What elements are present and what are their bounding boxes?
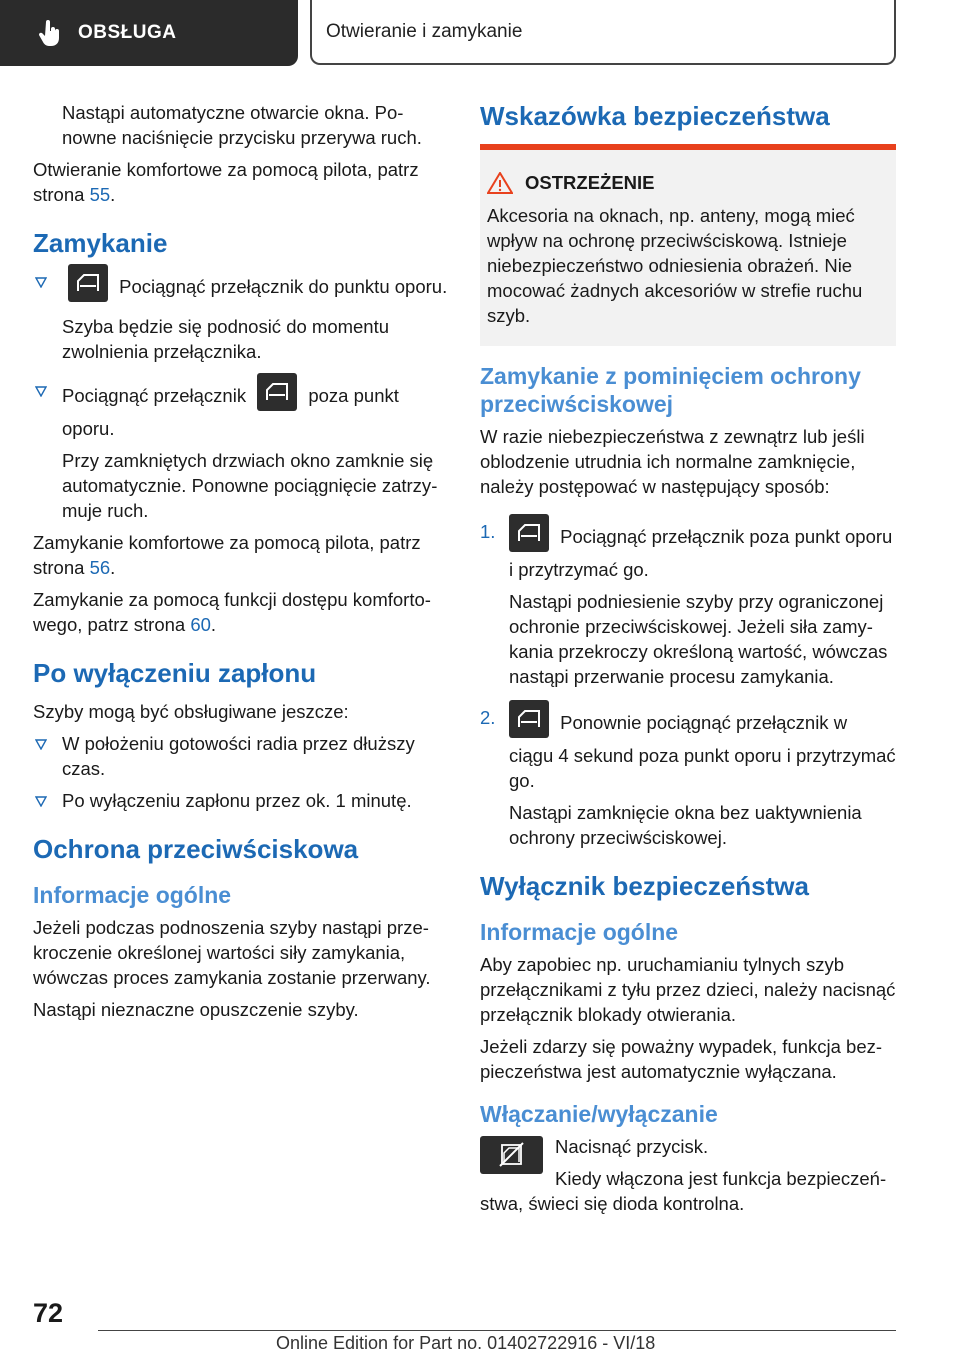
info-paragraph: Nastąpi nieznaczne opuszczenie szyby.: [33, 999, 359, 1020]
list-item: [33, 731, 451, 781]
edition-footer: Online Edition for Part no. 01402722916 - VI/18: [276, 1333, 656, 1353]
comfort-open-text: Otwieranie komfortowe za pomocą pilota, patrz strona: [33, 159, 419, 205]
bullet-text-end: poza punkt oporu.: [62, 384, 399, 439]
intro-paragraph: Nastąpi automatyczne otwarcie okna. Ponowne naciśnięcie przycisku przerywa ruch.: [62, 102, 422, 148]
triangle-bullet-icon: [35, 277, 47, 288]
page-link-55[interactable]: 55: [89, 184, 111, 205]
comfort-access-paragraph: [33, 587, 451, 637]
press-text: Nacisnąć przycisk.: [555, 1136, 709, 1157]
section-tab: [0, 0, 298, 66]
warning-title-text: OSTRZEŻENIE: [525, 172, 655, 193]
item-text: Ponownie pociągnąć przełącznik w ciągu 4 sekund poza punkt oporu i przytrzymać go.: [509, 711, 896, 791]
triangle-bullet-icon: [35, 796, 47, 807]
safety-switch-block: [480, 1134, 896, 1216]
warning-triangle-icon: [487, 172, 513, 194]
heading-wylacznik: Wyłącznik bezpieczeństwa: [480, 871, 809, 901]
heading-wskazowka: Wskazówka bezpieczeństwa: [480, 101, 830, 131]
triangle-bullet-icon: [35, 386, 47, 397]
period: .: [110, 184, 116, 205]
led-text: Kiedy włączona jest funkcja bezpieczeństwa, świeci się dioda kontrolna.: [480, 1168, 887, 1214]
list-item: [480, 519, 896, 689]
bullet-text: Pociągnąć przełącznik: [62, 384, 252, 406]
comfort-open-paragraph: [33, 157, 451, 207]
bullet-text: W położeniu gotowości radia przez dłuższy czas.: [62, 733, 415, 779]
list-item: [33, 788, 451, 813]
list-item: [33, 269, 451, 364]
bullet-text: Pociągnąć przełącznik do punktu oporu.: [114, 275, 448, 297]
page-number: 72: [33, 1298, 64, 1328]
heading-zamykanie: Zamykanie: [33, 228, 168, 258]
window-switch-icon: [68, 264, 108, 302]
left-column: [33, 100, 451, 1029]
bullet-subtext: Przy zamkniętych drzwiach okno zamknie się automatycznie. Ponowne pociągnięcie zatrzymuje ruch.: [62, 450, 438, 521]
list-item: [480, 705, 896, 850]
footer-divider: [98, 1330, 896, 1331]
period: .: [210, 614, 217, 635]
subheading-informacje: Informacje ogólne: [480, 919, 679, 945]
item-text: Pociągnąć przełącznik poza punkt oporu i przytrzymać go.: [509, 525, 893, 580]
page-link-60[interactable]: 60: [190, 614, 211, 635]
warning-text: Akcesoria na oknach, np. anteny, mogą mieć wpływ na ochronę przeciwściskową. Istnieje niebezpieczeństwo odniesienia obrażeń. Nie mocować żadnych akcesoriów w strefie ruchu szyb.: [487, 205, 863, 326]
info-paragraph: Aby zapobiec np. uruchamianiu tylnych szyb przełącznikami z tyłu przez dzieci, należy nacisnąć przełącznik blokady otwierania.: [480, 954, 896, 1025]
page-link-56[interactable]: 56: [89, 557, 111, 578]
item-number: 1.: [480, 521, 496, 542]
triangle-bullet-icon: [35, 739, 47, 750]
period: .: [110, 557, 116, 578]
subheading-informacje: Informacje ogólne: [33, 882, 232, 908]
right-column: [480, 100, 896, 1223]
window-switch-icon: [257, 373, 297, 411]
bullet-subtext: Szyba będzie się podnosić do momentu zwolnienia przełącznika.: [62, 316, 390, 362]
window-switch-icon: [509, 514, 549, 552]
window-lock-button-icon: [480, 1136, 543, 1174]
comfort-close-text: Zamykanie komfortowe za pomocą pilota, patrz strona: [33, 532, 421, 578]
item-subtext: Nastąpi zamknięcie okna bez uaktywnienia ochrony przeciwściskowej.: [509, 802, 862, 848]
warning-title: [487, 170, 888, 195]
item-number: 2.: [480, 707, 496, 728]
section-label: OBSŁUGA: [78, 22, 177, 43]
heading-po-wylaczeniu: Po wyłączeniu zapłonu: [33, 658, 317, 688]
list-item: [33, 378, 451, 523]
warning-box: [480, 144, 896, 346]
item-subtext: Nastąpi podniesienie szyby przy ograniczonej ochronie przeciwściskowej. Jeżeli siła zamykania przekroczy określoną wartość, wówczas nastąpi przerwanie procesu zamykania.: [509, 591, 888, 687]
window-switch-icon: [509, 700, 549, 738]
po-paragraph: Szyby mogą być obsługiwane jeszcze:: [33, 701, 349, 722]
subheading-zamykanie-z-pominieciem: Zamykanie z pominięciem ochrony przeciwściskowej: [480, 363, 861, 417]
info-paragraph: Jeżeli zdarzy się poważny wypadek, funkcja bezpieczeństwa jest automatycznie wyłączana.: [480, 1036, 883, 1082]
hand-pointer-icon: [36, 19, 64, 47]
comfort-close-paragraph: [33, 530, 451, 580]
chapter-label: Otwieranie i zamykanie: [326, 20, 523, 42]
comfort-access-text: Zamykanie za pomocą funkcji dostępu komfortowego, patrz strona: [33, 589, 431, 635]
info-paragraph: Jeżeli podczas podnoszenia szyby nastąpi przekroczenie określonej wartości siły zamykania, wówczas proces zamykania zostanie przerwany.: [33, 917, 431, 988]
zam-paragraph: W razie niebezpieczeństwa z zewnątrz lub jeśli oblodzenie utrudnia ich normalne zamknięcie, należy postępować w następujący sposób:: [480, 426, 865, 497]
heading-ochrona: Ochrona przeciwściskowa: [33, 834, 359, 864]
bullet-text: Po wyłączeniu zapłonu przez ok. 1 minutę.: [62, 790, 412, 811]
chapter-tab: [310, 0, 896, 65]
subheading-wlaczanie: Włączanie/wyłączanie: [480, 1101, 718, 1127]
page-header: [0, 0, 960, 66]
